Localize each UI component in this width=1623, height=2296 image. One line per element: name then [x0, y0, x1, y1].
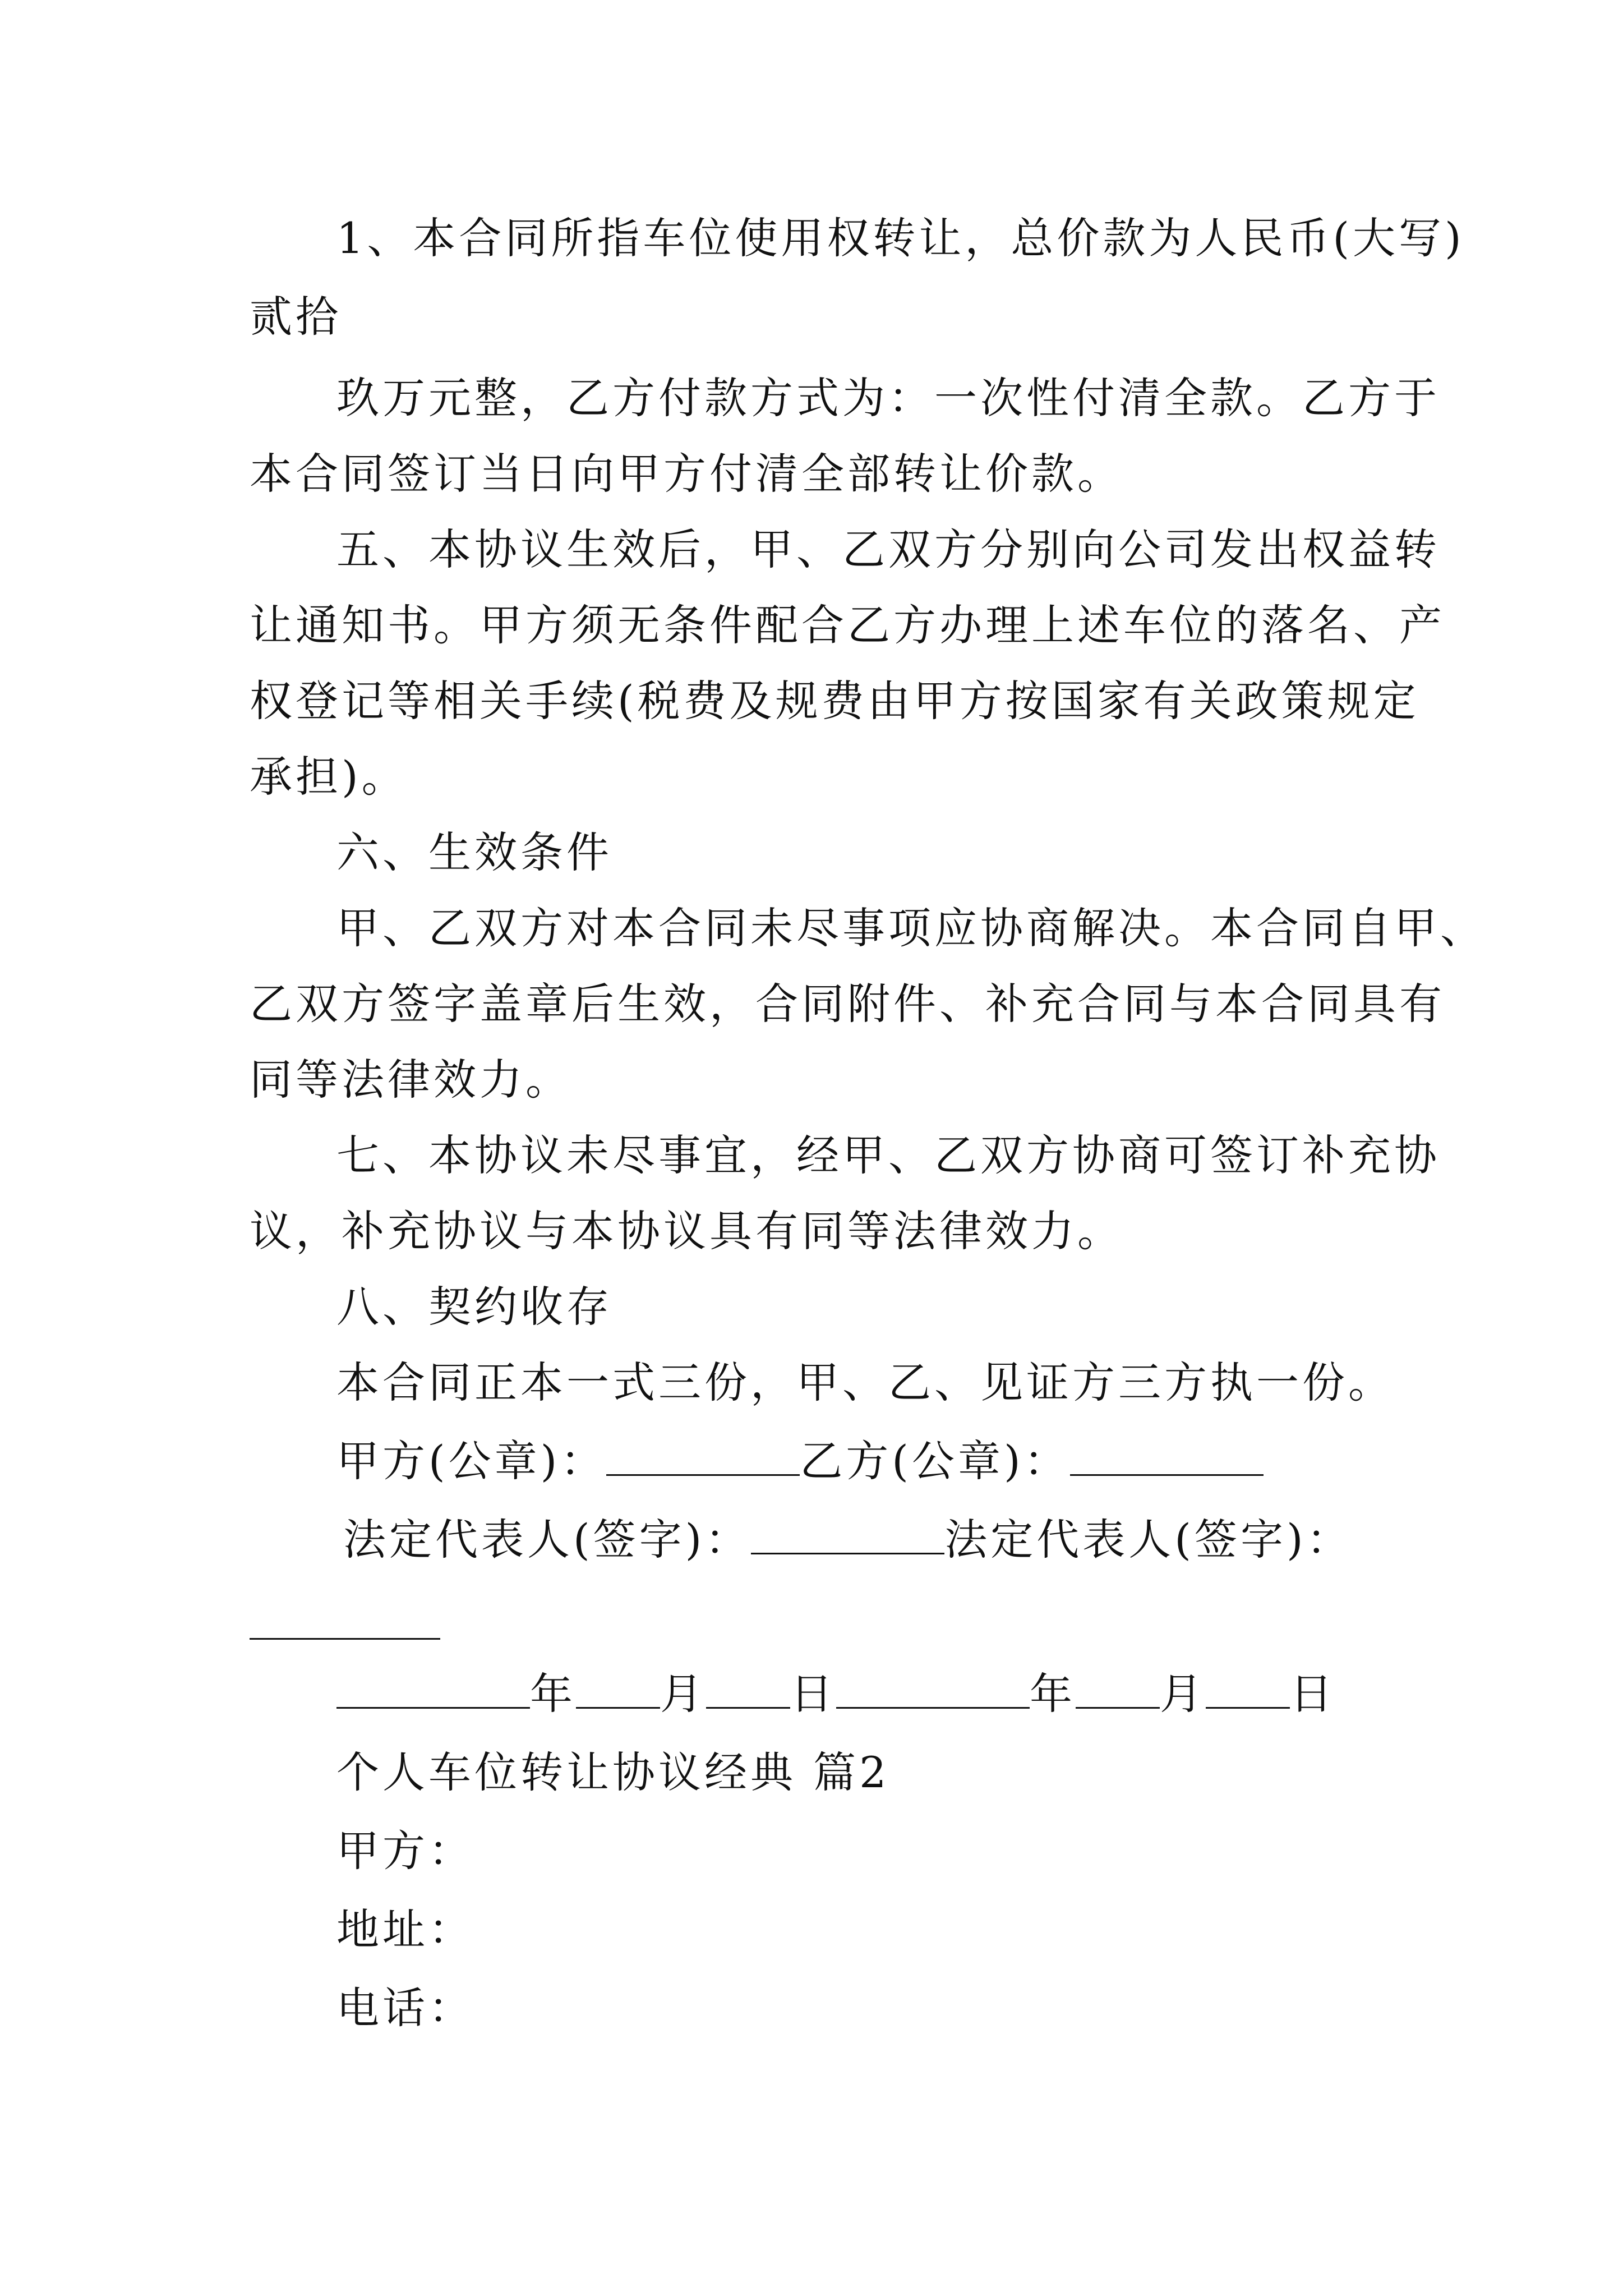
clause-1-line-2: 贰拾	[250, 292, 342, 342]
clause-6-line-3: 同等法律效力。	[250, 1055, 571, 1105]
date-row	[336, 1666, 1336, 1722]
party-a-seal-label: 甲方(公章)：	[336, 1436, 607, 1486]
month-a-blank[interactable]	[576, 1667, 660, 1709]
party-a-seal-blank[interactable]	[606, 1434, 800, 1476]
clause-8-line-1: 本合同正本一式三份，甲、乙、见证方三方执一份。	[336, 1358, 1394, 1407]
representative-row	[343, 1512, 1353, 1568]
month-b-label: 月	[1160, 1669, 1206, 1719]
section-2-party-a: 甲方：	[336, 1826, 474, 1876]
rep-b-blank[interactable]	[250, 1638, 440, 1640]
clause-7-line-2: 议，补充协议与本协议具有同等法律效力。	[250, 1206, 1123, 1256]
clause-6-line-1: 甲、乙双方对本合同未尽事项应协商解决。本合同自甲、	[336, 903, 1486, 953]
company-seal-row	[336, 1433, 1264, 1489]
rep-a-blank[interactable]	[751, 1512, 944, 1554]
clause-8-heading: 八、契约收存	[336, 1282, 612, 1332]
year-b-label: 年	[1030, 1669, 1076, 1719]
day-b-blank[interactable]	[1206, 1667, 1290, 1709]
party-b-seal-label: 乙方(公章)：	[800, 1436, 1070, 1486]
section-2-address: 地址：	[336, 1904, 474, 1954]
section-2-title: 个人车位转让协议经典 篇2	[336, 1747, 890, 1797]
party-b-seal-blank[interactable]	[1070, 1434, 1264, 1476]
clause-6-line-2: 乙双方签字盖章后生效，合同附件、补充合同与本合同具有	[250, 979, 1445, 1029]
month-a-label: 月	[660, 1669, 706, 1719]
payment-line-2: 本合同签订当日向甲方付清全部转让价款。	[250, 449, 1123, 499]
rep-b-label: 法定代表人(签字)：	[944, 1515, 1353, 1565]
year-a-label: 年	[530, 1669, 576, 1719]
clause-5-line-2: 让通知书。甲方须无条件配合乙方办理上述车位的落名、产	[250, 600, 1445, 650]
clause-7-line-1: 七、本协议未尽事宜，经甲、乙双方协商可签订补充协	[336, 1130, 1440, 1180]
day-a-blank[interactable]	[706, 1667, 790, 1709]
year-a-blank[interactable]	[336, 1667, 530, 1709]
rep-a-label: 法定代表人(签字)：	[343, 1515, 751, 1565]
clause-1-line-1: 1、本合同所指车位使用权转让，总价款为人民币(大写)	[336, 213, 1465, 263]
section-2-phone: 电话：	[336, 1983, 474, 2033]
clause-5-line-1: 五、本协议生效后，甲、乙双方分别向公司发出权益转	[336, 524, 1440, 574]
day-a-label: 日	[790, 1669, 836, 1719]
month-b-blank[interactable]	[1076, 1667, 1160, 1709]
payment-line-1: 玖万元整，乙方付款方式为：一次性付清全款。乙方于	[336, 373, 1440, 423]
clause-6-heading: 六、生效条件	[336, 827, 612, 877]
clause-5-line-4: 承担)。	[250, 752, 408, 802]
year-b-blank[interactable]	[836, 1667, 1030, 1709]
clause-5-line-3: 权登记等相关手续(税费及规费由甲方按国家有关政策规定	[250, 676, 1419, 726]
day-b-label: 日	[1290, 1669, 1336, 1719]
